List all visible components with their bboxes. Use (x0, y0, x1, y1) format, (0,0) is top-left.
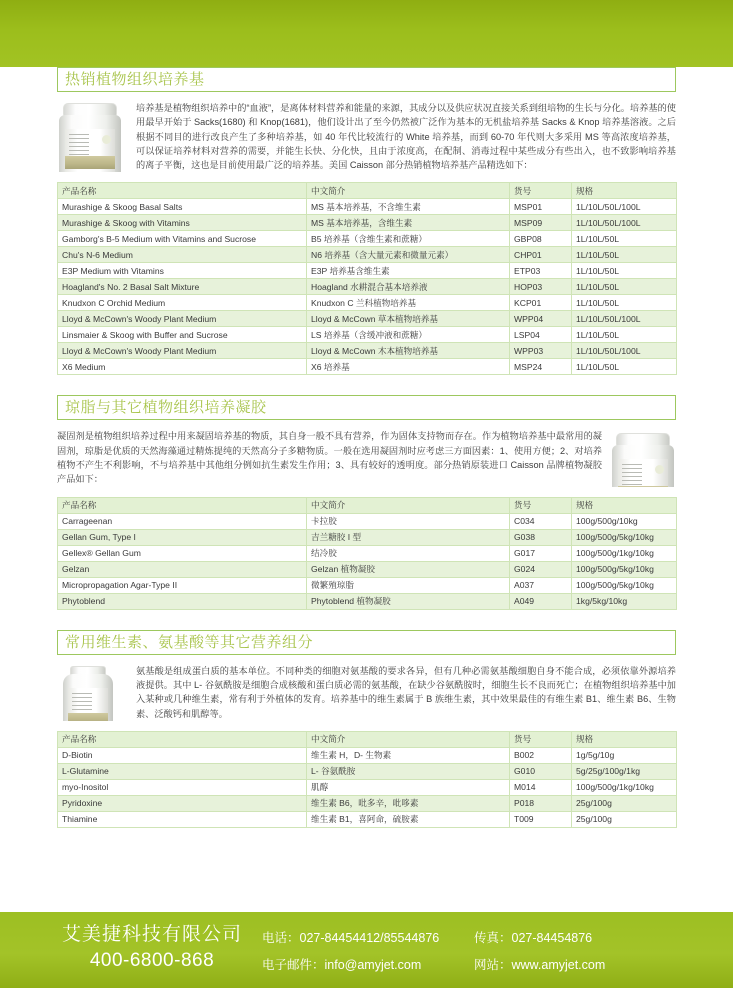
column-header-spec: 规格 (572, 731, 677, 747)
footer-contacts-block (262, 925, 722, 979)
table-row (58, 811, 677, 827)
cell-spec: 1L/10L/50L (572, 359, 677, 375)
column-header-spec: 规格 (572, 183, 677, 199)
footer-company-name: 艾美捷科技有限公司 (61, 924, 242, 945)
table-row (58, 295, 677, 311)
product-bottle-photo (57, 666, 119, 721)
section-title-vitamins-aminoacids: 常用维生素、氨基酸等其它营养组分 (57, 630, 676, 655)
cell-code: M014 (510, 779, 572, 795)
cell-spec: 1L/10L/50L/100L (572, 311, 677, 327)
cell-code: A049 (510, 593, 572, 609)
table-header-row (58, 731, 677, 747)
cell-name: L-Glutamine (58, 763, 307, 779)
cell-cn: Lloyd & McCown 木本植物培养基 (307, 343, 510, 359)
cell-code: G024 (510, 561, 572, 577)
cell-cn: L- 谷氨酰胺 (307, 763, 510, 779)
cell-code: G010 (510, 763, 572, 779)
table-row (58, 763, 677, 779)
section-intro-agar-gels (57, 429, 676, 486)
table-row (58, 577, 677, 593)
cell-code: T009 (510, 811, 572, 827)
cell-name: E3P Medium with Vitamins (58, 263, 307, 279)
cell-spec: 100g/500g/10kg (572, 513, 677, 529)
column-header-code: 货号 (510, 497, 572, 513)
cell-spec: 1L/10L/50L (572, 231, 677, 247)
product-jar-photo (57, 103, 123, 172)
cell-name: Linsmaier & Skoog with Buffer and Sucrose (58, 327, 307, 343)
cell-cn: Gelzan 植物凝胶 (307, 561, 510, 577)
cell-code: CHP01 (510, 247, 572, 263)
page-footer (0, 912, 733, 988)
cell-name: Lloyd & McCown's Woody Plant Medium (58, 311, 307, 327)
cell-name: Gellex® Gellan Gum (58, 545, 307, 561)
cell-name: Gelzan (58, 561, 307, 577)
table-row (58, 231, 677, 247)
table-row (58, 779, 677, 795)
cell-spec: 1L/10L/50L (572, 263, 677, 279)
cell-cn: E3P 培养基含维生素 (307, 263, 510, 279)
content-column (57, 67, 676, 848)
product-table-vitamins-aminoacids (57, 731, 677, 828)
cell-cn: B5 培养基（含维生素和蔗糖） (307, 231, 510, 247)
cell-spec: 1g/5g/10g (572, 747, 677, 763)
cell-spec: 25g/100g (572, 811, 677, 827)
footer-website[interactable]: 网站：www.amyjet.com (474, 958, 606, 972)
table-row (58, 215, 677, 231)
table-body (58, 513, 677, 609)
cell-code: A037 (510, 577, 572, 593)
cell-spec: 1L/10L/50L/100L (572, 199, 677, 215)
cell-code: MSP24 (510, 359, 572, 375)
table-body (58, 199, 677, 375)
table-row (58, 263, 677, 279)
intro-paragraph: 培养基是植物组织培养中的“血液”，是离体材料营养和能量的来源，其成分以及供应状况直接关系到组培物的生长与分化。培养基的使用最早开始于 Sacks(1680) 和 Knop(1681)，他们设计出了至今仍然被广泛作为基本的无机盐培养基 Sacks & Knop 培养基溶液。之后根据不同目的进行改良产生了多种培养基，如 40 年代比较流行的 White 培养基，而到 60-70 年代则大多采用 MS 等高浓度培养基，可以保证培养材料对营养的需要，并能生长快、分化快，且由于浓度高，在配制、消毒过程中某些成分有些出入，也不致影响培养基的离子平衡，这也是目前使用最广泛的培养基。美国 Caisson 部分热销植物培养基产品精选如下： (136, 103, 676, 171)
table-row (58, 593, 677, 609)
cell-name: Murashige & Skoog Basal Salts (58, 199, 307, 215)
table-header-row (58, 183, 677, 199)
cell-cn: 吉兰糖胶 I 型 (307, 529, 510, 545)
table-row (58, 747, 677, 763)
column-header-code: 货号 (510, 731, 572, 747)
section-intro-plant-media (57, 101, 676, 172)
cell-code: HOP03 (510, 279, 572, 295)
section-title-plant-media: 热销植物组织培养基 (57, 67, 676, 92)
cell-code: G017 (510, 545, 572, 561)
table-row (58, 343, 677, 359)
column-header-name: 产品名称 (58, 731, 307, 747)
table-body (58, 747, 677, 827)
cell-spec: 1L/10L/50L/100L (572, 215, 677, 231)
cell-spec: 100g/500g/1kg/10kg (572, 545, 677, 561)
cell-spec: 1L/10L/50L/100L (572, 343, 677, 359)
cell-code: MSP09 (510, 215, 572, 231)
product-table-agar-gels (57, 497, 677, 610)
column-header-name: 产品名称 (58, 183, 307, 199)
table-row (58, 311, 677, 327)
footer-company-block (47, 922, 257, 974)
footer-hotline: 400-6800-868 (89, 950, 215, 971)
cell-cn: 卡拉胶 (307, 513, 510, 529)
column-header-code: 货号 (510, 183, 572, 199)
column-header-cn: 中文简介 (307, 183, 510, 199)
cell-cn: Phytoblend 植物凝胶 (307, 593, 510, 609)
column-header-cn: 中文简介 (307, 731, 510, 747)
cell-code: C034 (510, 513, 572, 529)
cell-spec: 100g/500g/1kg/10kg (572, 779, 677, 795)
cell-spec: 100g/500g/5kg/10kg (572, 561, 677, 577)
cell-code: ETP03 (510, 263, 572, 279)
cell-spec: 1L/10L/50L (572, 295, 677, 311)
table-row (58, 795, 677, 811)
section-intro-vitamins-aminoacids (57, 664, 676, 721)
cell-spec: 100g/500g/5kg/10kg (572, 529, 677, 545)
cell-code: G038 (510, 529, 572, 545)
table-row (58, 529, 677, 545)
cell-cn: MS 基本培养基，含维生素 (307, 215, 510, 231)
cell-spec: 1L/10L/50L (572, 247, 677, 263)
cell-name: Thiamine (58, 811, 307, 827)
cell-name: Lloyd & McCown's Woody Plant Medium (58, 343, 307, 359)
cell-code: WPP04 (510, 311, 572, 327)
cell-name: Hoagland's No. 2 Basal Salt Mixture (58, 279, 307, 295)
table-row (58, 199, 677, 215)
cell-name: Phytoblend (58, 593, 307, 609)
cell-name: Chu's N-6 Medium (58, 247, 307, 263)
cell-cn: Knudxon C 兰科植物培养基 (307, 295, 510, 311)
section-title-agar-gels: 琼脂与其它植物组织培养凝胶 (57, 395, 676, 420)
table-row (58, 327, 677, 343)
intro-paragraph: 氨基酸是组成蛋白质的基本单位。不同种类的细胞对氨基酸的要求各异，但有几种必需氨基酸细胞自身不能合成，必须依靠外源培养液提供。其中 L- 谷氨酰胺是细胞合成核酸和蛋白质必需的氨基酸，在缺少谷氨酰胺时，细胞生长不良而死亡；在植物组织培养基中加入某种或几种维生素，常有利于外植体的发育。培养基中的维生素属于 B 族维生素，其中效果最佳的有维生素 B1、维生素 B6、生物素、泛酸钙和肌醇等。 (136, 665, 676, 719)
footer-fax: 传真：027-84454876 (474, 931, 593, 945)
cell-cn: Lloyd & McCown 草本植物培养基 (307, 311, 510, 327)
cell-cn: X6 培养基 (307, 359, 510, 375)
cell-name: Micropropagation Agar-Type II (58, 577, 307, 593)
intro-paragraph: 凝固剂是植物组织培养过程中用来凝固培养基的物质，其自身一般不具有营养，作为固体支持物而存在。作为植物培养基中最常用的凝固剂，琼脂是优质的天然海藻通过精炼提纯的天然高分子多糖物质。一般在选用凝固剂时应考虑三方面因素：1、使用方便；2、对培养植物不产生不利影响，不与培养基中其他组分例如抗生素发生作用；3、具有较好的透明度。部分热销原装进口 Caisson 品牌植物凝胶产品如下： (57, 431, 602, 485)
cell-name: Carrageenan (58, 513, 307, 529)
section-plant-media (57, 67, 676, 375)
cell-spec: 100g/500g/5kg/10kg (572, 577, 677, 593)
cell-cn: N6 培养基（含大量元素和微量元素） (307, 247, 510, 263)
cell-cn: 微繁殖琼脂 (307, 577, 510, 593)
cell-name: myo-Inositol (58, 779, 307, 795)
cell-code: WPP03 (510, 343, 572, 359)
cell-code: LSP04 (510, 327, 572, 343)
table-row (58, 561, 677, 577)
page-body (0, 67, 733, 912)
table-row (58, 513, 677, 529)
cell-spec: 1L/10L/50L (572, 279, 677, 295)
table-header-row (58, 497, 677, 513)
cell-spec: 5g/25g/100g/1kg (572, 763, 677, 779)
cell-name: Murashige & Skoog with Vitamins (58, 215, 307, 231)
cell-cn: 维生素 B6，吡多辛，吡哆素 (307, 795, 510, 811)
section-agar-gels (57, 395, 676, 609)
cell-name: D-Biotin (58, 747, 307, 763)
cell-cn: 维生素 H，D- 生物素 (307, 747, 510, 763)
cell-name: Knudxon C Orchid Medium (58, 295, 307, 311)
cell-code: MSP01 (510, 199, 572, 215)
table-row (58, 279, 677, 295)
cell-name: Gellan Gum, Type I (58, 529, 307, 545)
product-table-plant-media (57, 182, 677, 375)
cell-code: B002 (510, 747, 572, 763)
cell-name: Pyridoxine (58, 795, 307, 811)
cell-cn: 肌醇 (307, 779, 510, 795)
column-header-spec: 规格 (572, 497, 677, 513)
cell-spec: 1L/10L/50L (572, 327, 677, 343)
table-row (58, 359, 677, 375)
cell-code: KCP01 (510, 295, 572, 311)
cell-cn: LS 培养基（含缓冲液和蔗糖） (307, 327, 510, 343)
cell-cn: 结冷胶 (307, 545, 510, 561)
table-row (58, 545, 677, 561)
cell-code: GBP08 (510, 231, 572, 247)
product-jar-photo (610, 433, 676, 486)
footer-phone: 电话：027-84454412/85544876 (262, 931, 440, 945)
table-row (58, 247, 677, 263)
column-header-cn: 中文简介 (307, 497, 510, 513)
cell-cn: MS 基本培养基，不含维生素 (307, 199, 510, 215)
cell-spec: 1kg/5kg/10kg (572, 593, 677, 609)
top-green-banner (0, 0, 733, 67)
cell-cn: 维生素 B1，喜阿命，硫胺素 (307, 811, 510, 827)
cell-cn: Hoagland 水耕混合基本培养液 (307, 279, 510, 295)
column-header-name: 产品名称 (58, 497, 307, 513)
cell-code: P018 (510, 795, 572, 811)
section-vitamins-aminoacids (57, 630, 676, 828)
cell-spec: 25g/100g (572, 795, 677, 811)
cell-name: X6 Medium (58, 359, 307, 375)
footer-email[interactable]: 电子邮件：info@amyjet.com (262, 958, 422, 972)
cell-name: Gamborg's B-5 Medium with Vitamins and Sucrose (58, 231, 307, 247)
